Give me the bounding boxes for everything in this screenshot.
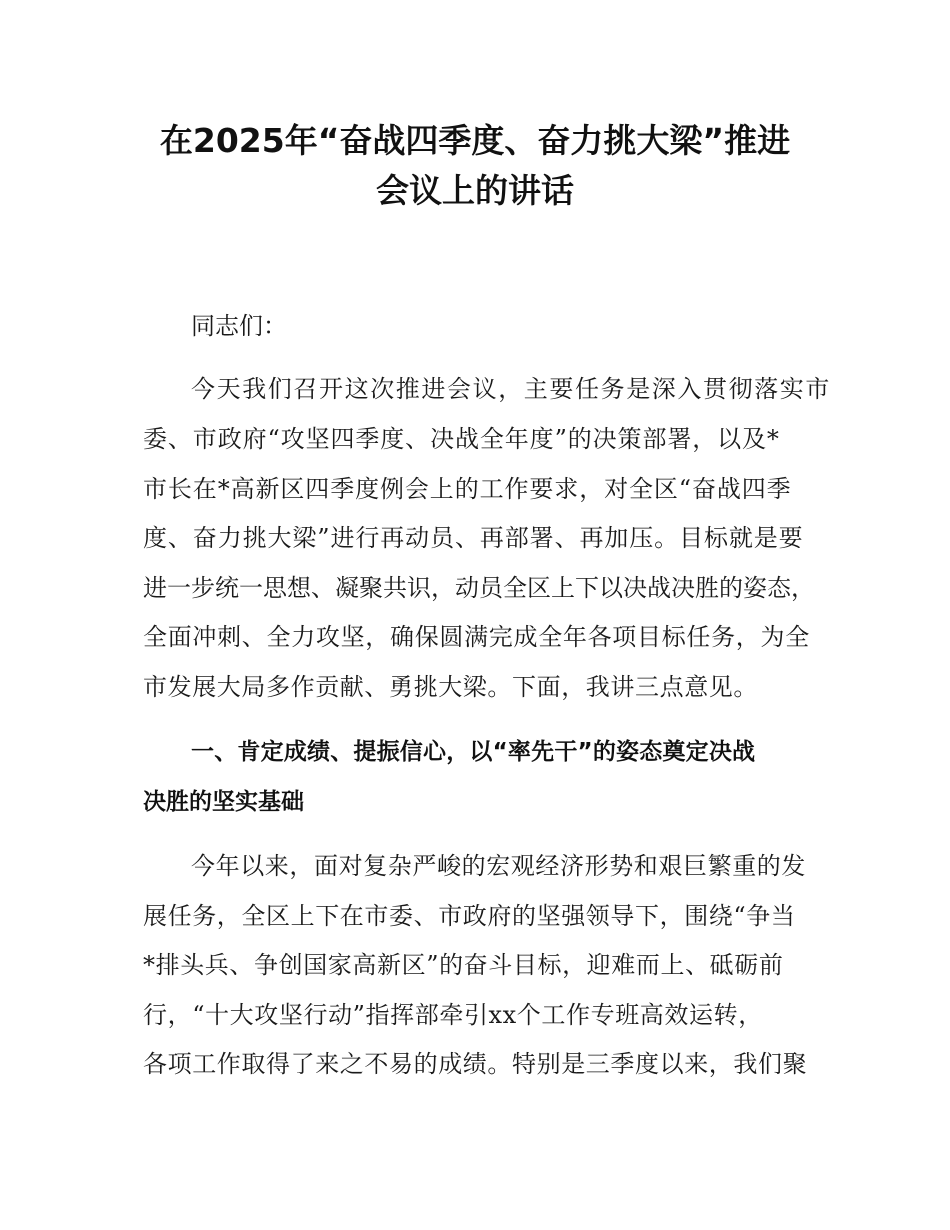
paragraph-line: 全面冲刺、全力攻坚，确保圆满完成全年各项目标任务，为全 [143, 623, 810, 651]
document-title [120, 116, 830, 216]
paragraph-line: 市长在*高新区四季度例会上的工作要求，对全区“奋战四季 [143, 475, 792, 503]
heading-line: 一、肯定成绩、提振信心，以“率先干”的姿态奠定决战 [191, 739, 756, 765]
paragraph-line: 今年以来，面对复杂严峻的宏观经济形势和艰巨繁重的发 [191, 852, 806, 880]
heading-line: 决胜的坚实基础 [143, 789, 304, 815]
salutation: 同志们： [191, 312, 287, 340]
paragraph-line: 度、奋力挑大梁”进行再动员、再部署、再加压。目标就是要 [143, 524, 804, 552]
paragraph-line: 进一步统一思想、凝聚共识，动员全区上下以决战决胜的姿态， [143, 574, 815, 602]
title-line-2: 会议上的讲话 [376, 171, 574, 210]
paragraph-line: *排头兵、争创国家高新区”的奋斗目标，迎难而上、砥砺前 [143, 951, 784, 979]
paragraph-line: 委、市政府“攻坚四季度、决战全年度”的决策部署，以及* [143, 425, 780, 453]
paragraph-line: 市发展大局多作贡献、勇挑大梁。下面，我讲三点意见。 [143, 673, 758, 701]
paragraph-line: 展任务，全区上下在市委、市政府的坚强领导下，围绕“争当 [143, 902, 796, 930]
paragraph-line: 今天我们召开这次推进会议，主要任务是深入贯彻落实市 [191, 375, 831, 403]
paragraph-line: 行，“十大攻坚行动”指挥部牵引xx个工作专班高效运转， [143, 1001, 763, 1029]
paragraph-line: 各项工作取得了来之不易的成绩。特别是三季度以来，我们聚 [143, 1050, 808, 1078]
title-line-1: 在2025年“奋战四季度、奋力挑大梁”推进 [159, 121, 791, 160]
